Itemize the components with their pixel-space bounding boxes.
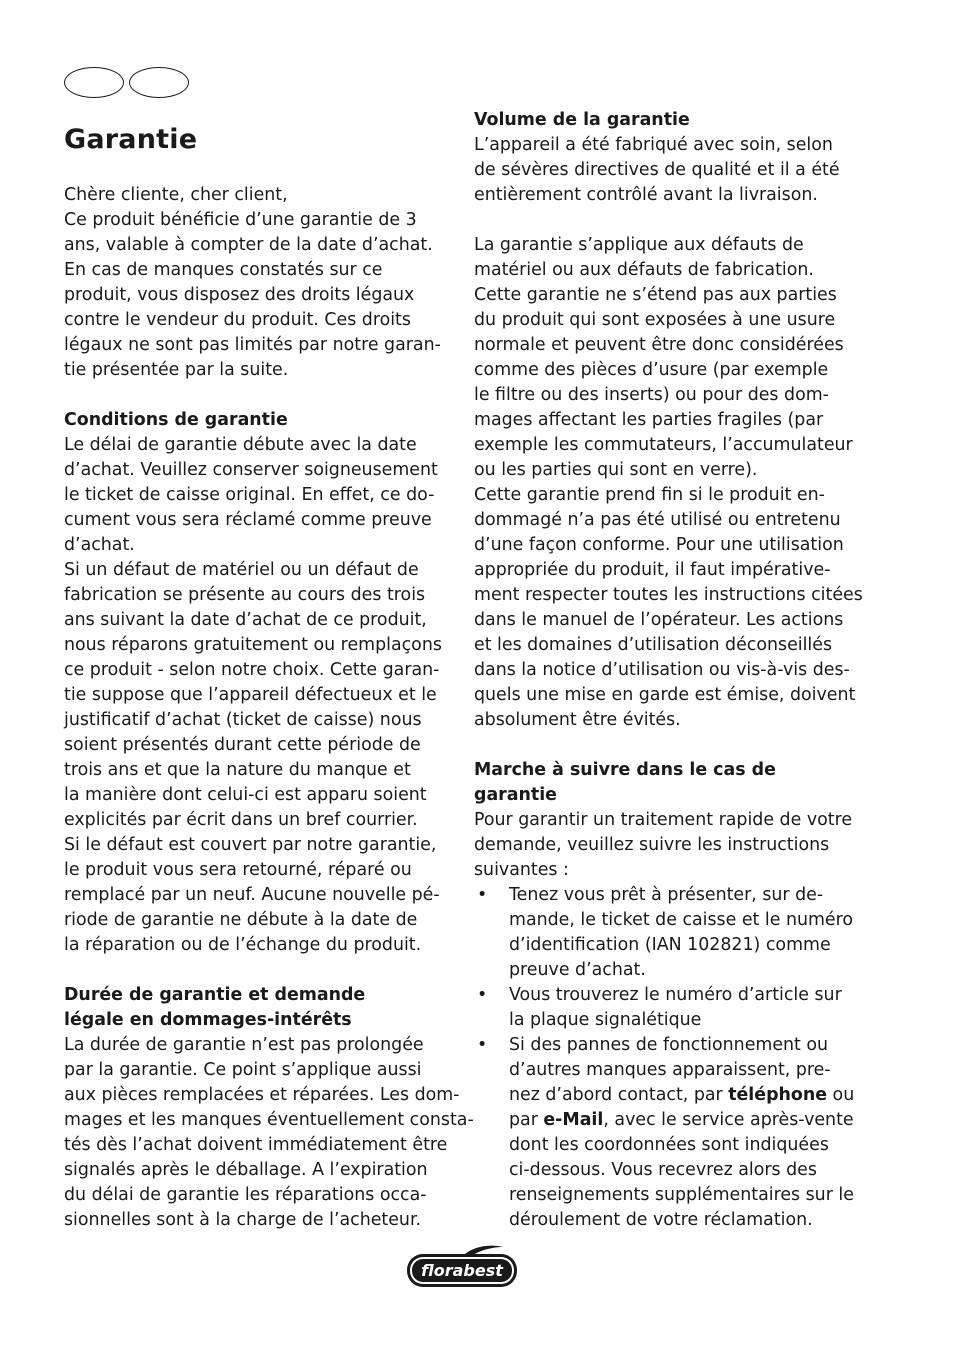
text-line: d’une façon conforme. Pour une utilisation bbox=[474, 535, 844, 555]
text-line: Chère cliente, cher client, bbox=[64, 185, 288, 205]
text-line: En cas de manques constatés sur ce bbox=[64, 260, 383, 280]
text-line: signalés après le déballage. A l’expiration bbox=[64, 1160, 428, 1180]
bullet-line: • Si des pannes de fonctionnement ou bbox=[474, 1033, 854, 1058]
text-line: tés dès l’achat doivent immédiatement être bbox=[64, 1135, 448, 1155]
text-line: trois ans et que la nature du manque et bbox=[64, 760, 411, 780]
text-line: sionnelles sont à la charge de l’acheteur. bbox=[64, 1210, 422, 1230]
text-line: contre le vendeur du produit. Ces droits bbox=[64, 310, 411, 330]
procedure-paragraph bbox=[474, 808, 854, 883]
text-line: normale et peuvent être donc considérées bbox=[474, 335, 844, 355]
text-line: de sévères directives de qualité et il a été bbox=[474, 160, 840, 180]
logo-text: florabest bbox=[421, 1261, 503, 1280]
bullet-line: d’identification (IAN 102821) comme bbox=[509, 935, 831, 955]
text-line: tie présentée par la suite. bbox=[64, 360, 289, 380]
email-emphasis: e-Mail bbox=[543, 1110, 604, 1130]
text-line: d’achat. Veuillez conserver soigneusement bbox=[64, 460, 438, 480]
text-line: Le délai de garantie débute avec la date bbox=[64, 435, 417, 455]
bullet-item-article bbox=[474, 983, 854, 1033]
bullet-mark: • bbox=[477, 985, 488, 1005]
text-line: le ticket de caisse original. En effet, ce do- bbox=[64, 485, 435, 505]
phone-emphasis: téléphone bbox=[728, 1085, 828, 1105]
section-heading-conditions: Conditions de garantie bbox=[64, 410, 288, 430]
language-badge-left bbox=[64, 67, 124, 98]
text-line: produit, vous disposez des droits légaux bbox=[64, 285, 415, 305]
text-line: Cette garantie ne s’étend pas aux parties bbox=[474, 285, 837, 305]
text-line: la réparation ou de l’échange du produit. bbox=[64, 935, 422, 955]
bullet-line: • Vous trouverez le numéro d’article sur bbox=[474, 983, 854, 1008]
text-line: L’appareil a été fabriqué avec soin, selon bbox=[474, 135, 833, 155]
bullet-line: renseignements supplémentaires sur le bbox=[509, 1185, 854, 1205]
text-line: cument vous sera réclamé comme preuve bbox=[64, 510, 432, 530]
text-line: le produit vous sera retourné, réparé ou bbox=[64, 860, 412, 880]
text-line: quels une mise en garde est émise, doivent bbox=[474, 685, 856, 705]
bullet-item-proof bbox=[474, 883, 854, 983]
text-line: du produit qui sont exposées à une usure bbox=[474, 310, 836, 330]
text-line: entièrement contrôlé avant la livraison. bbox=[474, 185, 818, 205]
text-line: Si le défaut est couvert par notre garantie, bbox=[64, 835, 437, 855]
text-line: appropriée du produit, il faut impérative- bbox=[474, 560, 831, 580]
text-line: le filtre ou des inserts) ou pour des dom- bbox=[474, 385, 829, 405]
text-line: ans suivant la date d’achat de ce produit, bbox=[64, 610, 427, 630]
text-line: suivantes : bbox=[474, 860, 569, 880]
intro-paragraph bbox=[64, 183, 444, 383]
text-line: justificatif d’achat (ticket de caisse) nous bbox=[64, 710, 422, 730]
section-heading-procedure-line2: garantie bbox=[474, 785, 557, 805]
text-line: Ce produit bénéficie d’une garantie de 3 bbox=[64, 210, 417, 230]
bullet-mark: • bbox=[477, 1035, 488, 1055]
right-column bbox=[474, 108, 863, 1233]
text-line: dans le manuel de l’opérateur. Les actions bbox=[474, 610, 844, 630]
bullet-line: ci-dessous. Vous recevrez alors des bbox=[509, 1160, 817, 1180]
conditions-paragraph bbox=[64, 433, 444, 958]
text-line: d’achat. bbox=[64, 535, 135, 555]
text-line: La durée de garantie n’est pas prolongée bbox=[64, 1035, 424, 1055]
text-line: matériel ou aux défauts de fabrication. bbox=[474, 260, 814, 280]
left-column bbox=[64, 183, 474, 1233]
bullet-line: par e-Mail, avec le service après-vente bbox=[509, 1110, 854, 1130]
duration-paragraph bbox=[64, 1033, 474, 1233]
bullet-line: mande, le ticket de caisse et le numéro bbox=[509, 910, 854, 930]
text-line: remplacé par un neuf. Aucune nouvelle pé- bbox=[64, 885, 440, 905]
bullet-line: preuve d’achat. bbox=[509, 960, 646, 980]
language-badges bbox=[64, 67, 190, 100]
text-line: la manière dont celui-ci est apparu soient bbox=[64, 785, 427, 805]
text-line: dans la notice d’utilisation ou vis-à-vis des- bbox=[474, 660, 850, 680]
text-line: La garantie s’applique aux défauts de bbox=[474, 235, 804, 255]
page-title: Garantie bbox=[64, 124, 198, 155]
section-heading-duration: Durée de garantie et demande bbox=[64, 985, 366, 1005]
bullet-line: • Tenez vous prêt à présenter, sur de- bbox=[474, 883, 854, 908]
text-line: exemple les commutateurs, l’accumulateur bbox=[474, 435, 853, 455]
bullet-line: dont les coordonnées sont indiquées bbox=[509, 1135, 829, 1155]
text-line: fabrication se présente au cours des trois bbox=[64, 585, 426, 605]
text-line: Pour garantir un traitement rapide de votre bbox=[474, 810, 853, 830]
text-line: du délai de garantie les réparations occa- bbox=[64, 1185, 427, 1205]
section-heading-duration-line2: légale en dommages-intérêts bbox=[64, 1010, 352, 1030]
bullet-line: d’autres manques apparaissent, pre- bbox=[509, 1060, 831, 1080]
text-line: mages et les manques éventuellement consta- bbox=[64, 1110, 474, 1130]
text-line: tie suppose que l’appareil défectueux et le bbox=[64, 685, 437, 705]
text-line: Si un défaut de matériel ou un défaut de bbox=[64, 560, 419, 580]
text-line: Cette garantie prend fin si le produit en- bbox=[474, 485, 825, 505]
section-heading-volume: Volume de la garantie bbox=[474, 110, 690, 130]
text-line: ment respecter toutes les instructions citées bbox=[474, 585, 863, 605]
section-heading-procedure: Marche à suivre dans le cas de bbox=[474, 760, 776, 780]
text-line: ou les parties qui sont en verre). bbox=[474, 460, 758, 480]
text-line: par la garantie. Ce point s’applique aussi bbox=[64, 1060, 422, 1080]
text-line: et les domaines d’utilisation déconseillés bbox=[474, 635, 833, 655]
text-line: riode de garantie ne débute à la date de bbox=[64, 910, 418, 930]
bullet-line: nez d’abord contact, par téléphone ou bbox=[509, 1085, 855, 1105]
bullet-line: déroulement de votre réclamation. bbox=[509, 1210, 813, 1230]
bullet-mark: • bbox=[477, 885, 488, 905]
text-line: aux pièces remplacées et réparées. Les dom- bbox=[64, 1085, 460, 1105]
text-line: ans, valable à compter de la date d’achat. bbox=[64, 235, 433, 255]
text-line: mages affectant les parties fragiles (par bbox=[474, 410, 824, 430]
text-line: ce produit - selon notre choix. Cette garan- bbox=[64, 660, 440, 680]
text-line: comme des pièces d’usure (par exemple bbox=[474, 360, 829, 380]
text-line: soient présentés durant cette période de bbox=[64, 735, 421, 755]
scope-paragraph bbox=[474, 233, 863, 733]
florabest-logo bbox=[405, 1244, 519, 1289]
text-line: explicités par écrit dans un bref courrier. bbox=[64, 810, 418, 830]
text-line: dommagé n’a pas été utilisé ou entretenu bbox=[474, 510, 841, 530]
bullet-line: la plaque signalétique bbox=[509, 1010, 702, 1030]
text-line: nous réparons gratuitement ou remplaçons bbox=[64, 635, 442, 655]
text-line: absolument être évités. bbox=[474, 710, 681, 730]
bullet-item-contact bbox=[474, 1033, 854, 1233]
volume-paragraph bbox=[474, 133, 854, 208]
language-badge-right bbox=[129, 67, 189, 98]
text-line: demande, veuillez suivre les instructions bbox=[474, 835, 830, 855]
text-line: légaux ne sont pas limités par notre garan- bbox=[64, 335, 441, 355]
